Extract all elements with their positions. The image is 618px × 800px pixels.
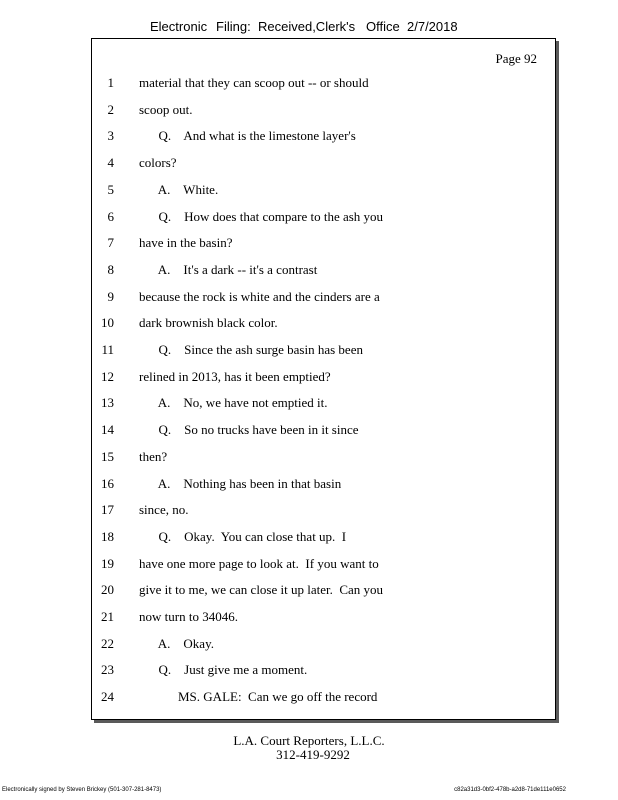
line-number: 14 — [101, 422, 114, 438]
line-number: 24 — [101, 689, 114, 705]
line-text: give it to me, we can close it up later. Can you — [139, 582, 384, 598]
line-number: 23 — [101, 662, 114, 678]
line-number: 11 — [101, 342, 114, 357]
line-number: 8 — [107, 261, 114, 277]
line-text: Q. How does that compare to the ash you — [139, 208, 384, 224]
line-text: because the rock is white and the cinders are a — [139, 288, 380, 304]
signature-note: Electronically signed by Steven Brickey (501-307-281-8473) — [2, 787, 162, 793]
transcript-line — [92, 74, 552, 100]
line-number: 4 — [107, 155, 114, 171]
transcript-line — [92, 341, 552, 367]
header-office: Office — [366, 19, 400, 34]
transcript-line — [92, 661, 552, 687]
line-number: 6 — [107, 208, 114, 224]
footer-phone: 312-419-9292 — [276, 747, 350, 762]
line-text: A. It's a dark -- it's a contrast — [139, 261, 318, 277]
line-text: A. Nothing has been in that basin — [139, 475, 342, 491]
line-number: 19 — [101, 555, 114, 571]
line-number: 17 — [101, 502, 114, 518]
transcript-line — [92, 501, 552, 527]
line-number: 13 — [101, 395, 114, 411]
transcript-line — [92, 127, 552, 153]
line-number: 7 — [107, 235, 114, 251]
transcript-page — [91, 38, 556, 720]
line-number: 3 — [107, 128, 114, 144]
line-text: A. Okay. — [139, 635, 214, 651]
transcript-line — [92, 314, 552, 340]
document-hash: c82a31d3-0bf2-478b-a2d8-71de111e0652 — [454, 787, 566, 793]
line-number: 9 — [107, 288, 114, 304]
line-text: material that they can scoop out -- or should — [139, 75, 369, 90]
transcript-line — [92, 394, 552, 420]
line-number: 5 — [107, 181, 114, 197]
line-text: have one more page to look at. If you want to — [139, 555, 379, 571]
line-text: now turn to 34046. — [139, 609, 238, 624]
line-number: 2 — [107, 101, 114, 117]
transcript-line — [92, 528, 552, 554]
transcript-line — [92, 181, 552, 207]
page-number: Page 92 — [495, 51, 537, 66]
line-number: 22 — [101, 635, 114, 651]
line-number: 16 — [101, 475, 114, 491]
transcript-line — [92, 555, 552, 581]
line-text: Q. So no trucks have been in it since — [139, 422, 359, 438]
line-text: colors? — [139, 155, 177, 171]
line-text: A. No, we have not emptied it. — [139, 395, 328, 411]
footer-company: L.A. Court Reporters, L.L.C. — [233, 733, 385, 748]
line-text: have in the basin? — [139, 235, 233, 251]
line-text: Q. Just give me a moment. — [139, 662, 308, 678]
line-number: 15 — [101, 448, 114, 464]
line-number: 21 — [101, 609, 114, 624]
line-text: dark brownish black color. — [139, 315, 278, 331]
transcript-line — [92, 368, 552, 394]
line-text: A. White. — [139, 181, 219, 197]
line-text: scoop out. — [139, 101, 193, 117]
line-text: Q. And what is the limestone layer's — [139, 128, 356, 144]
line-text: Q. Since the ash surge basin has been — [139, 342, 363, 357]
transcript-line — [92, 234, 552, 260]
line-number: 12 — [101, 368, 114, 384]
header-received: Received,Clerk's — [258, 19, 356, 34]
header-filing: Filing: — [216, 19, 251, 34]
line-number: 10 — [101, 315, 114, 331]
header-electronic: Electronic — [150, 19, 208, 34]
transcript-line — [92, 635, 552, 661]
transcript-line — [92, 421, 552, 447]
line-number: 18 — [101, 528, 114, 544]
transcript-line — [92, 101, 552, 127]
transcript-line — [92, 688, 552, 714]
line-text: Q. Okay. You can close that up. I — [139, 528, 347, 544]
transcript-line — [92, 288, 552, 314]
line-text: relined in 2013, has it been emptied? — [139, 368, 331, 384]
transcript-line — [92, 475, 552, 501]
transcript-line — [92, 608, 552, 634]
header-date: 2/7/2018 — [407, 19, 458, 34]
line-number: 1 — [107, 75, 114, 90]
line-text: then? — [139, 448, 168, 464]
transcript-line — [92, 208, 552, 234]
transcript-line — [92, 581, 552, 607]
line-text: since, no. — [139, 502, 189, 518]
transcript-line — [92, 154, 552, 180]
line-text: MS. GALE: Can we go off the record — [139, 689, 378, 705]
transcript-line — [92, 261, 552, 287]
transcript-line — [92, 448, 552, 474]
line-number: 20 — [101, 582, 114, 598]
